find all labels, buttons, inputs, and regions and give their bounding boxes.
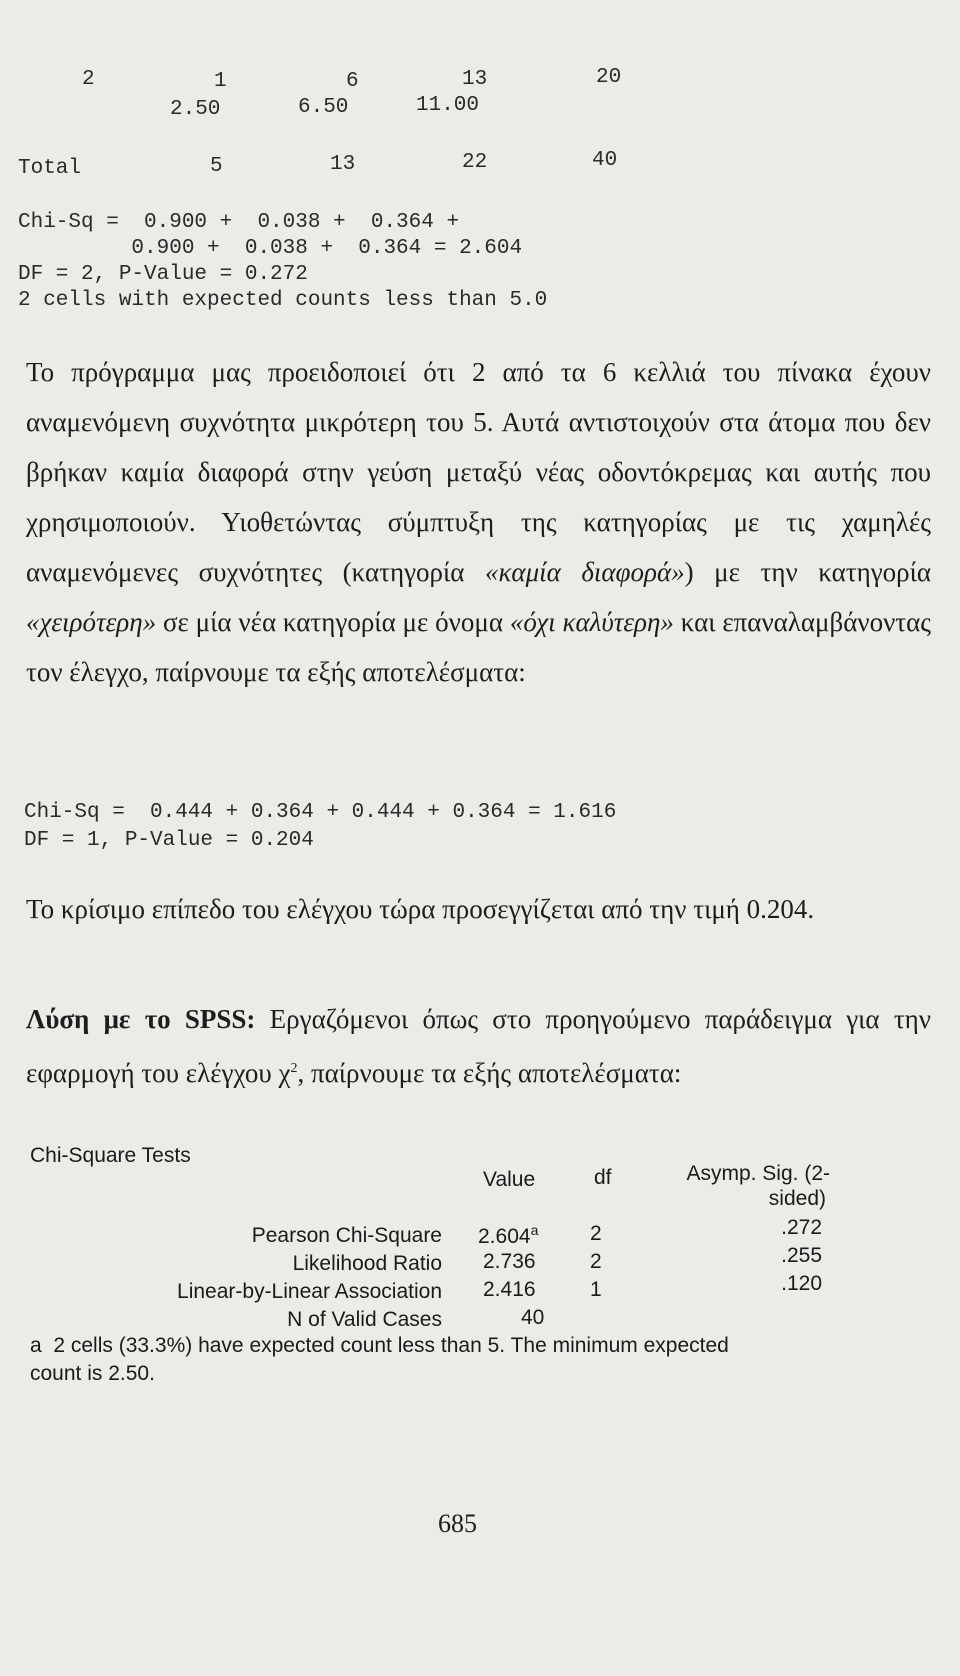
chi-square-line: Chi-Sq = 0.444 + 0.364 + 0.444 + 0.364 = 1.616 [24,801,617,824]
paragraph-explanation [26,347,931,697]
total-cell: 22 [462,151,488,174]
cell-df: 2 [590,1222,602,1245]
italic-term: «χειρότερη» [26,607,157,637]
column-header-df: df [594,1166,612,1189]
total-cell: 5 [210,155,223,178]
df-pvalue-line: DF = 1, P-Value = 0.204 [24,829,314,852]
italic-term: «όχι καλύτερη» [509,607,674,637]
expected-cell: 2.50 [170,98,221,121]
total-cell: 13 [330,153,356,176]
cell-sig: .272 [781,1216,822,1239]
row-label: Pearson Chi-Square [251,1224,442,1247]
bold-heading: Λύση με το SPSS: [26,1004,256,1034]
text: Εργαζόμενοι όπως στο προηγούμενο παράδειγμα για την εφαρμογή του ελέγχου χ [26,1004,931,1088]
paragraph-spss [26,994,931,1098]
text: και επαναλαμβάνοντας τον έλεγχο, παίρνουμε τα εξής αποτελέσματα: [26,607,931,687]
text: σε μία νέα κατηγορία με όνομα [156,607,510,637]
table-title: Chi-Square Tests [30,1144,191,1167]
cell-value: 40 [521,1306,545,1329]
chi-square-line: 0.900 + 0.038 + 0.364 = 2.604 [18,237,523,260]
cell-df: 2 [590,1250,602,1273]
chi-square-line: Chi-Sq = 0.900 + 0.038 + 0.364 + [18,211,460,234]
observed-cell: 13 [462,68,488,91]
cells-warning-line: 2 cells with expected counts less than 5.0 [18,289,548,312]
total-label: Total [18,157,82,180]
row-total: 20 [596,66,622,89]
page-number: 685 [438,1509,477,1538]
row-label: Linear-by-Linear Association [177,1280,442,1303]
column-header-sig: sided) [768,1187,826,1210]
row-label: Likelihood Ratio [292,1252,442,1275]
superscript: 2 [290,1061,298,1076]
expected-cell: 11.00 [416,94,480,117]
cell-df: 1 [590,1278,602,1301]
text: Το κρίσιμο επίπεδο του ελέγχου τώρα προσεγγίζεται από την τιμή 0.204. [26,894,815,924]
observed-cell: 6 [346,70,359,93]
cell-value: 2.604$^a$ [478,1222,539,1248]
cell-value: 2.736 [483,1250,536,1273]
cell-value: 2.416 [483,1278,536,1301]
grand-total: 40 [592,149,618,172]
column-header-sig: Asymp. Sig. (2- [686,1162,830,1185]
text: , παίρνουμε τα εξής αποτελέσματα: [297,1058,682,1088]
cell-sig: .255 [781,1244,822,1267]
italic-term: «καμία διαφορά» [484,557,685,587]
text: ) με την κατηγορία [684,557,932,587]
df-pvalue-line: DF = 2, P-Value = 0.272 [18,263,308,286]
expected-cell: 6.50 [298,96,349,119]
row-label: N of Valid Cases [287,1308,442,1331]
row-label: 2 [82,68,95,91]
observed-cell: 1 [214,70,227,93]
cell-sig: .120 [781,1272,822,1295]
paragraph-critical-level [26,884,931,934]
table-footnote: count is 2.50. [30,1362,155,1385]
table-footnote: a 2 cells (33.3%) have expected count less than 5. The minimum expected [30,1334,729,1357]
text: Το πρόγραμμα μας προειδοποιεί ότι 2 από τα 6 κελλιά του πίνακα έχουν αναμενόμενη συχνότητα μικρότερη του 5. Αυτά αντιστοιχούν στα άτομα που δεν βρήκαν καμία διαφορά στην γεύση μεταξύ νέας οδοντόκρεμας και αυτής που χρησιμοποιούν. Υιοθετώντας σύμπτυξη της κατηγορίας με τις χαμηλές αναμενόμενες συχνότητες (κατηγορία [26,357,931,587]
column-header-value: Value [483,1168,536,1191]
